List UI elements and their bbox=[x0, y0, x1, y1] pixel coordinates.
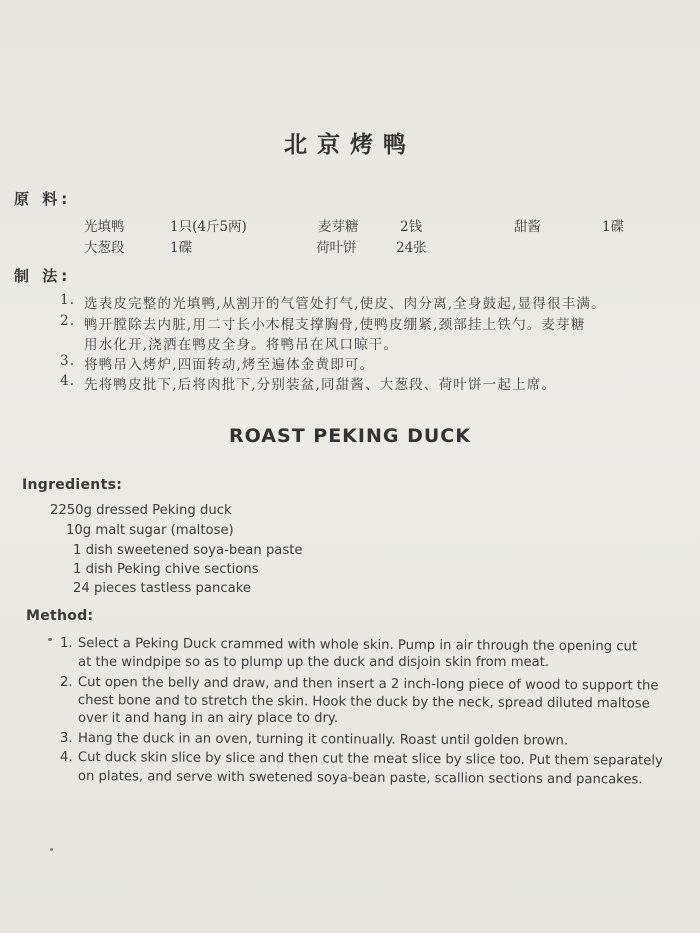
english-ingredients-heading: Ingredients: bbox=[22, 477, 123, 493]
en-ingredient: 24 pieces tastless pancake bbox=[73, 581, 251, 596]
en-step-number: 4. bbox=[60, 750, 73, 765]
cn-ingredient-name: 麦芽糖 bbox=[318, 219, 359, 235]
cn-step-text: 选表皮完整的光填鸭,从割开的气管处打气,使皮、肉分离,全身鼓起,显得很丰满。 bbox=[84, 296, 606, 312]
chinese-ingredients-heading: 原 料: bbox=[14, 190, 72, 208]
cn-ingredient-qty: 1只(4斤5两) bbox=[170, 219, 247, 235]
cn-step-number: 3. bbox=[60, 353, 76, 369]
english-title: ROAST PEKING DUCK bbox=[229, 425, 471, 447]
chinese-title: 北京烤鸭 bbox=[284, 132, 416, 158]
en-step-text: Cut duck skin slice by slice and then cut the meat slice by slice too. Put them separately bbox=[77, 750, 663, 769]
ink-speck bbox=[50, 848, 53, 851]
cn-ingredient-qty: 24张 bbox=[396, 240, 427, 256]
en-ingredient: 1 dish sweetened soya-bean paste bbox=[73, 543, 303, 558]
en-step-number: 3. bbox=[60, 731, 73, 746]
cn-step-text: 先将鸭皮批下,后将肉批下,分别装盆,同甜酱、大葱段、荷叶饼一起上席。 bbox=[84, 377, 557, 393]
en-ingredient: 10g malt sugar (maltose) bbox=[66, 523, 234, 538]
cn-step-text: 鸭开膛除去内脏,用二寸长小木棍支撑胸骨,使鸭皮绷紧,颈部挂上铁勺。麦芽糖 bbox=[84, 317, 586, 333]
en-ingredient: 2250g dressed Peking duck bbox=[50, 503, 232, 518]
en-step-number: 2. bbox=[60, 675, 73, 690]
en-step-text: Hang the duck in an oven, turning it continually. Roast until golden brown. bbox=[77, 731, 569, 749]
chinese-method-heading: 制 法: bbox=[14, 267, 72, 285]
cn-ingredient-name: 荷叶饼 bbox=[316, 240, 357, 256]
en-step-text: over it and hang in an airy place to dry. bbox=[78, 711, 339, 726]
cn-step-number: 2. bbox=[60, 313, 76, 329]
cn-step-number: 1. bbox=[60, 292, 76, 308]
en-step-text: Select a Peking Duck crammed with whole skin. Pump in air through the opening cut bbox=[77, 636, 638, 655]
cn-ingredient-name: 甜酱 bbox=[514, 219, 541, 235]
en-step-number: 1. bbox=[60, 636, 73, 651]
ink-speck bbox=[48, 638, 52, 641]
cn-step-number: 4. bbox=[60, 373, 76, 389]
cn-ingredient-qty: 2钱 bbox=[400, 219, 423, 235]
cn-ingredient-name: 大葱段 bbox=[84, 240, 125, 256]
cn-ingredient-qty: 1碟 bbox=[602, 219, 625, 235]
cn-ingredient-qty: 1碟 bbox=[170, 240, 193, 256]
en-step-text: Cut open the belly and draw, and then insert a 2 inch-long piece of wood to support the bbox=[77, 675, 659, 694]
cn-step-text: 用水化开,浇洒在鸭皮全身。将鸭吊在风口晾干。 bbox=[84, 337, 399, 353]
en-step-text: on plates, and serve with swetened soya-bean paste, scallion sections and pancakes. bbox=[77, 769, 643, 788]
en-ingredient: 1 dish Peking chive sections bbox=[73, 562, 259, 577]
cn-ingredient-name: 光填鸭 bbox=[84, 219, 125, 235]
english-method-heading: Method: bbox=[26, 608, 94, 624]
en-step-text: at the windpipe so as to plump up the duck and disjoin skin from meat. bbox=[78, 655, 550, 670]
en-step-text: chest bone and to stretch the skin. Hook the duck by the neck, spread diluted maltose bbox=[77, 693, 650, 712]
cn-step-text: 将鸭吊入烤炉,四面转动,烤至遍体金黄即可。 bbox=[84, 357, 375, 373]
